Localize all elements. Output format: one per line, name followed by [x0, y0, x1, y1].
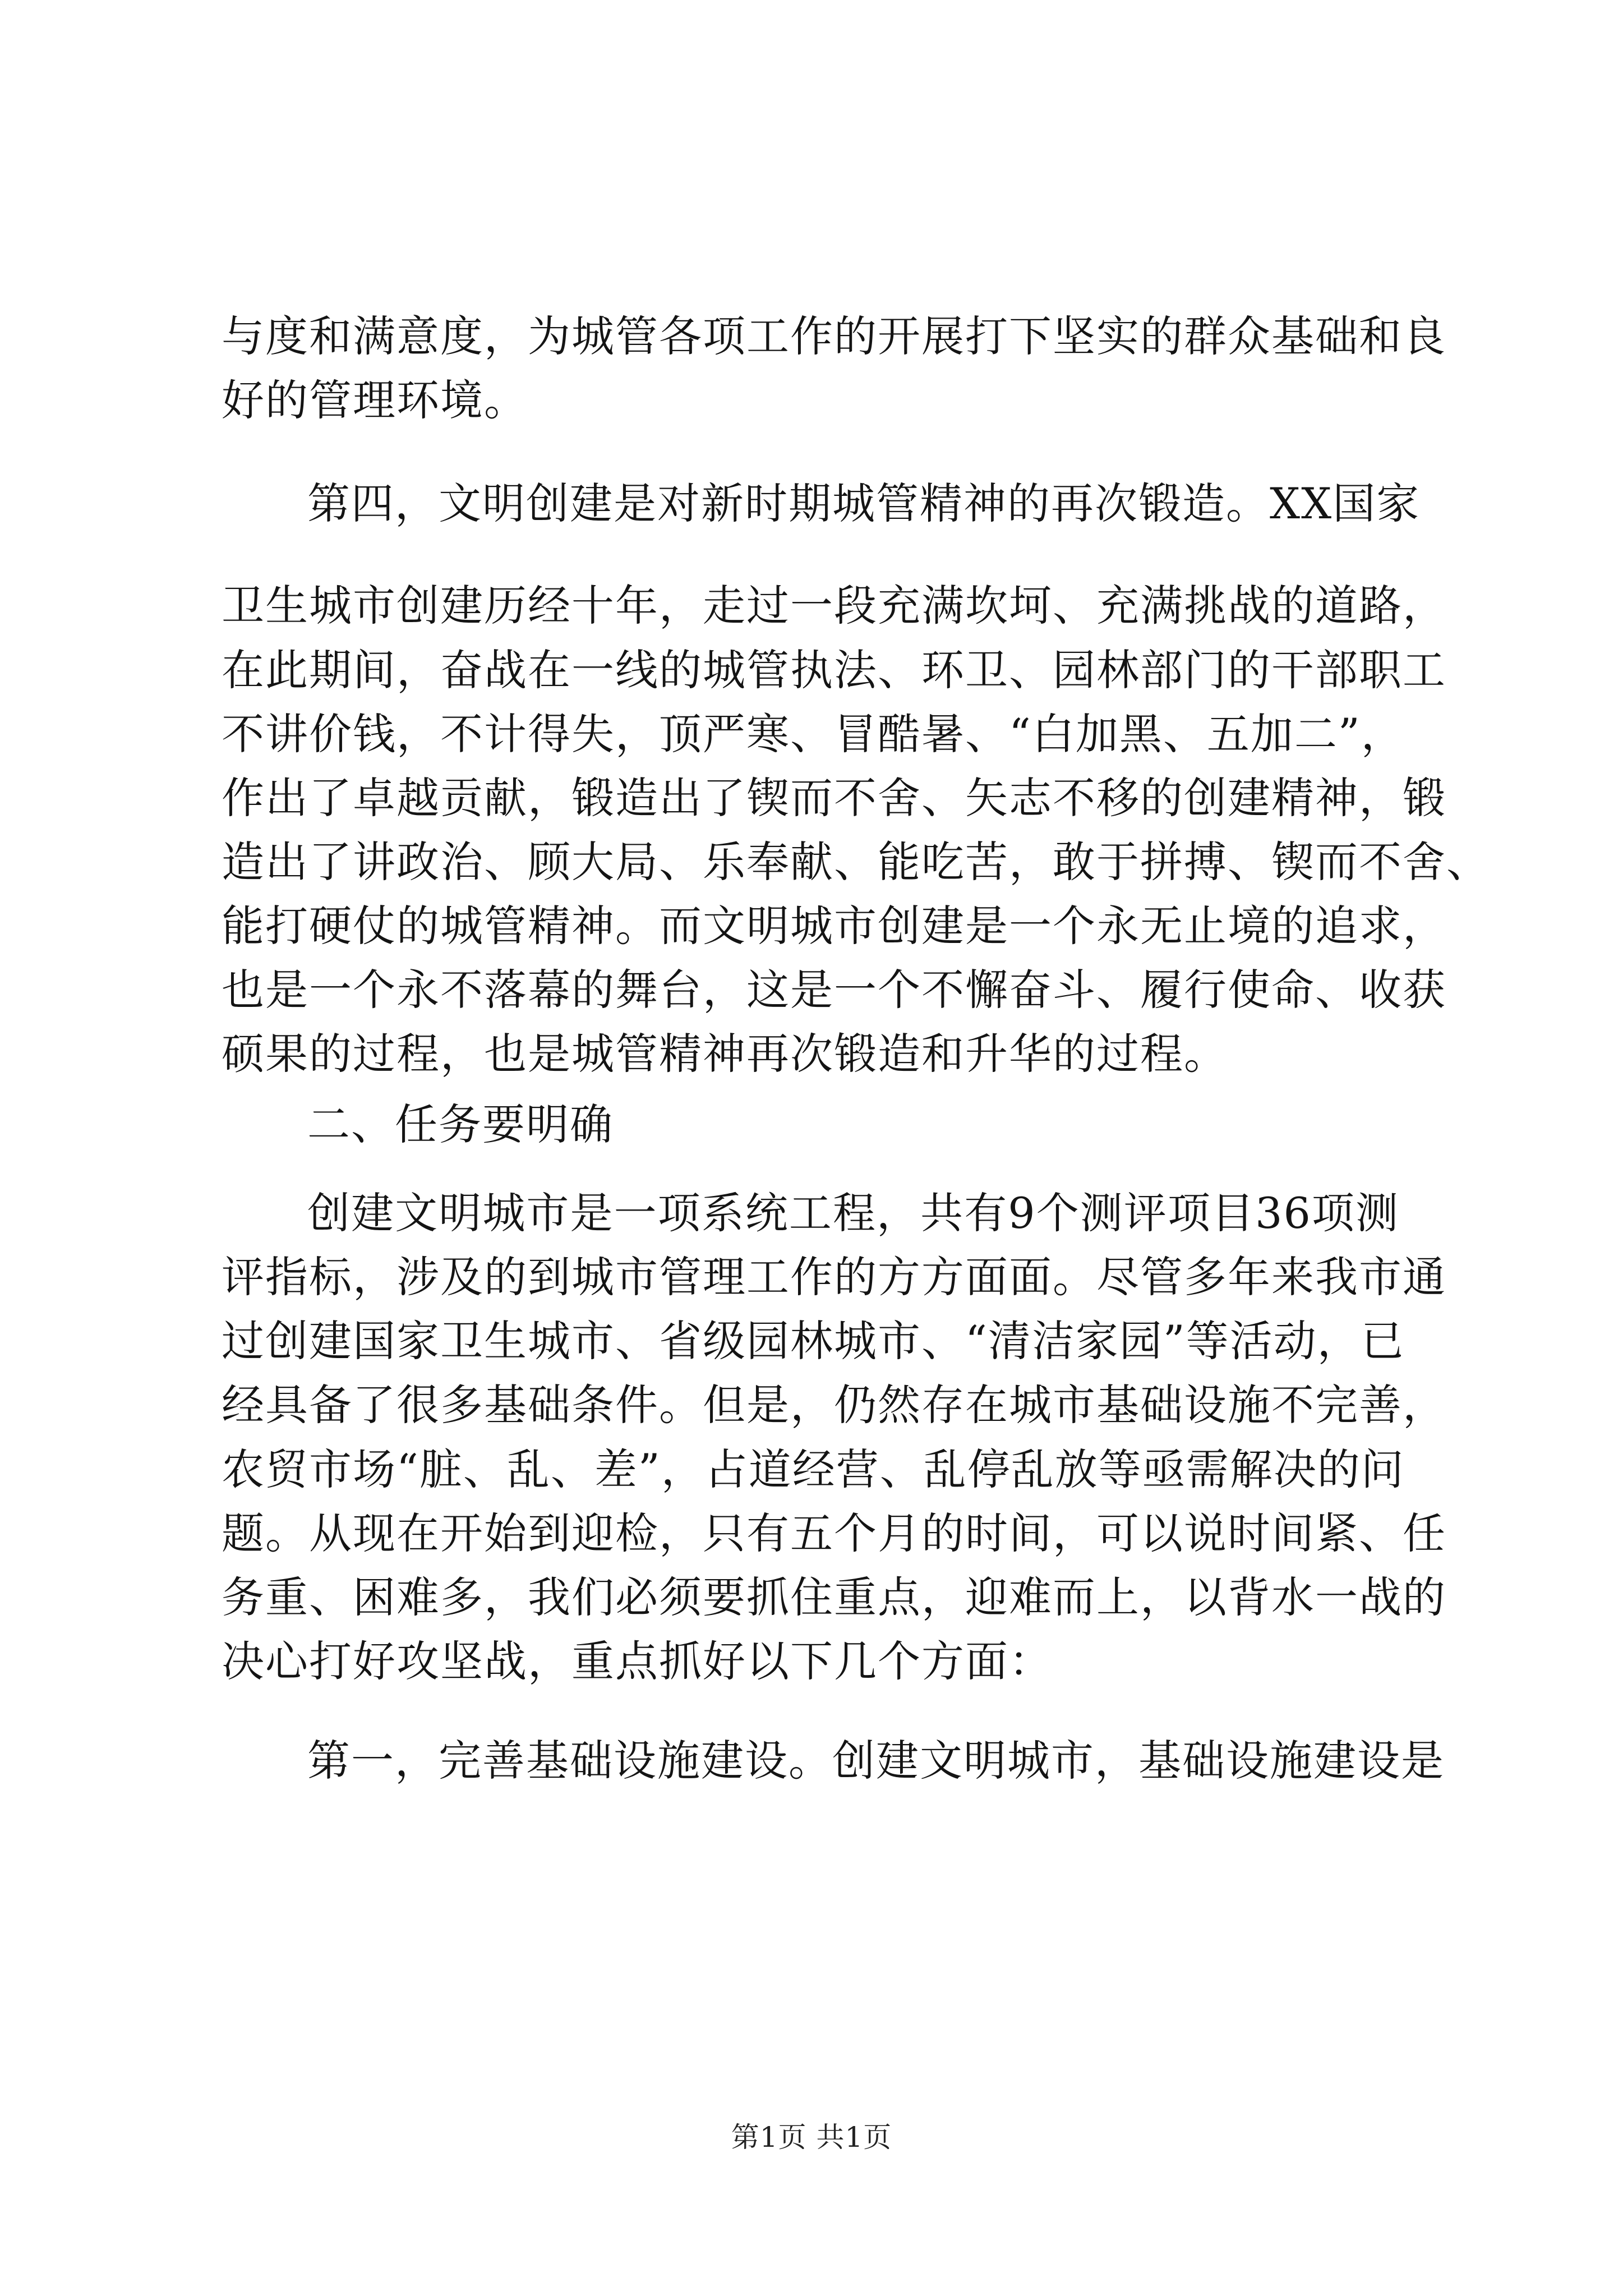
text-line: 过创建国家卫生城市、省级园林城市、“清洁家园”等活动，已 [222, 1316, 1405, 1366]
section-heading: 二、任务要明确 [307, 1099, 614, 1149]
text-line: 也是一个永不落幕的舞台，这是一个不懈奋斗、履行使命、收获 [222, 965, 1446, 1015]
text-line: 决心打好攻坚战，重点抓好以下几个方面： [222, 1636, 1053, 1686]
page-footer: 第1页 共1页 [731, 2121, 892, 2154]
text-line: 作出了卓越贡献，锻造出了锲而不舍、矢志不移的创建精神，锻 [222, 773, 1446, 823]
text-line: 务重、困难多，我们必须要抓住重点，迎难而上，以背水一战的 [222, 1572, 1446, 1622]
text-line: 评指标，涉及的到城市管理工作的方方面面。尽管多年来我市通 [222, 1252, 1446, 1302]
text-line: 题。从现在开始到迎检，只有五个月的时间，可以说时间紧、任 [222, 1508, 1446, 1558]
text-line: 农贸市场“脏、乱、差”，占道经营、乱停乱放等亟需解决的问 [222, 1444, 1405, 1494]
text-line: 与度和满意度，为城管各项工作的开展打下坚实的群众基础和良 [222, 311, 1446, 361]
text-line: 卫生城市创建历经十年，走过一段充满坎坷、充满挑战的道路， [222, 581, 1446, 631]
text-line: 第一，完善基础设施建设。创建文明城市，基础设施建设是 [307, 1736, 1445, 1786]
text-line: 在此期间，奋战在一线的城管执法、环卫、园林部门的干部职工 [222, 645, 1446, 695]
text-line: 第四，文明创建是对新时期城管精神的再次锻造。XX国家 [307, 478, 1421, 528]
text-line: 能打硬仗的城管精神。而文明城市创建是一个永无止境的追求， [222, 901, 1446, 951]
text-line: 好的管理环境。 [222, 375, 528, 425]
text-line: 创建文明城市是一项系统工程，共有9个测评项目36项测 [307, 1188, 1399, 1238]
text-line: 硕果的过程，也是城管精神再次锻造和升华的过程。 [222, 1029, 1228, 1079]
text-line: 造出了讲政治、顾大局、乐奉献、能吃苦，敢于拼搏、锲而不舍、 [222, 837, 1490, 887]
text-line: 经具备了很多基础条件。但是，仍然存在城市基础设施不完善， [222, 1380, 1446, 1430]
text-line: 不讲价钱，不计得失，顶严寒、冒酷暑、“白加黑、五加二”， [222, 709, 1405, 759]
